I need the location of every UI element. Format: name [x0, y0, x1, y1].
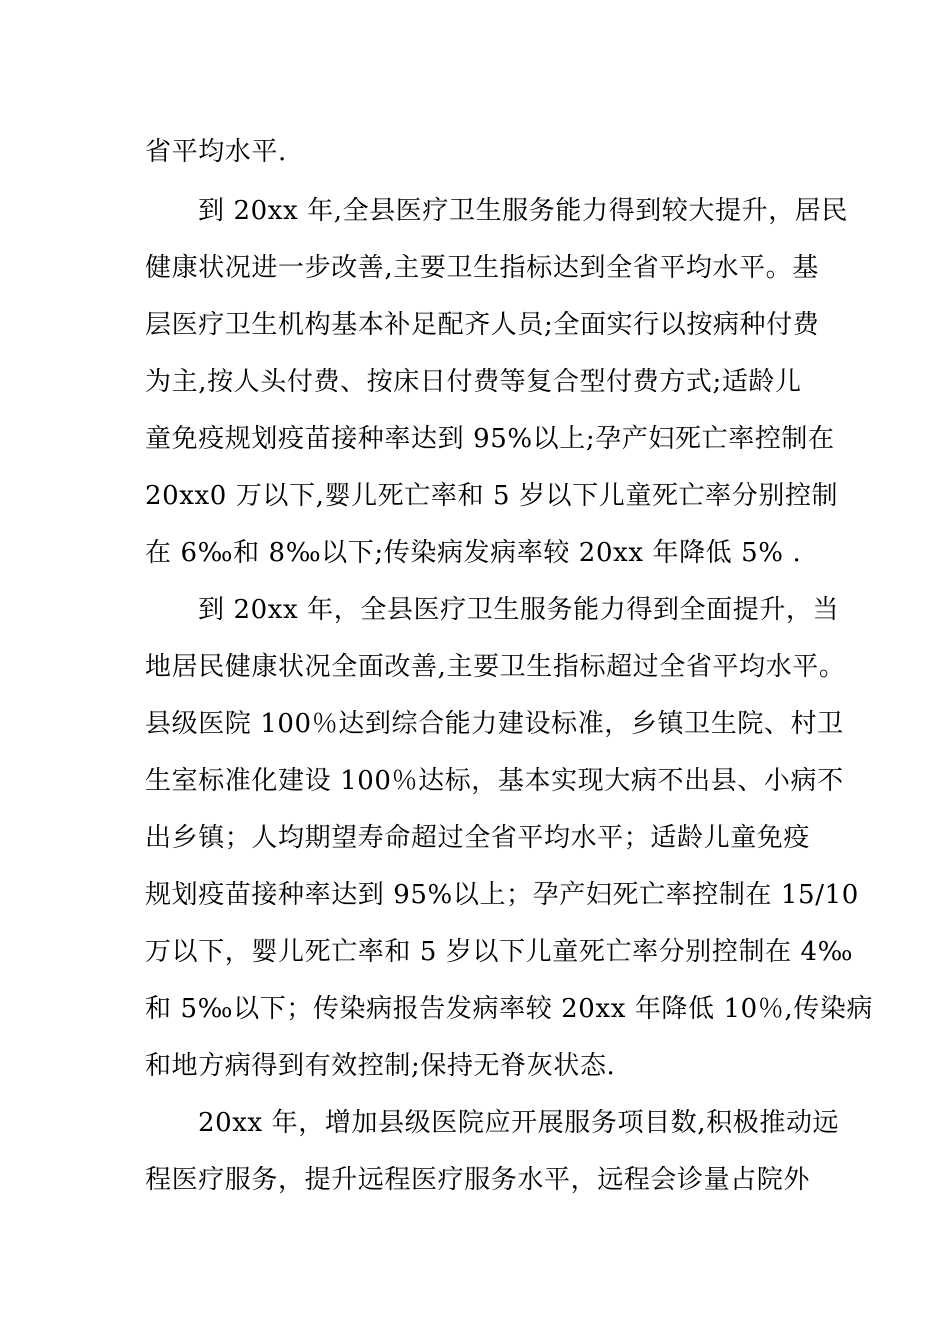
text-line: 规划疫苗接种率达到 95%以上；孕产妇死亡率控制在 15/10 — [145, 880, 859, 910]
text-line: 为主,按人头付费、按床日付费等复合型付费方式;适龄儿 — [145, 367, 802, 397]
text-line: 童免疫规划疫苗接种率达到 95%以上;孕产妇死亡率控制在 — [145, 424, 835, 454]
text-line: 在 6‰和 8‰以下;传染病发病率较 20xx 年降低 5% . — [145, 538, 802, 568]
text-line: 地居民健康状况全面改善,主要卫生指标超过全省平均水平。 — [145, 652, 846, 682]
text-line: 生室标准化建设 100％达标，基本实现大病不出县、小病不 — [145, 766, 844, 796]
text-line: 和地方病得到有效控制;保持无脊灰状态. — [145, 1051, 616, 1081]
paragraph-start-line: 到 20xx 年,全县医疗卫生服务能力得到较大提升，居民 — [198, 196, 849, 226]
text-line: 20xx0 万以下,婴儿死亡率和 5 岁以下儿童死亡率分别控制 — [145, 481, 839, 511]
text-line: 健康状况进一步改善,主要卫生指标达到全省平均水平。基 — [145, 253, 819, 283]
text-line: 万以下，婴儿死亡率和 5 岁以下儿童死亡率分别控制在 4‰ — [145, 937, 854, 967]
text-line: 省平均水平. — [145, 137, 287, 167]
text-line: 出乡镇；人均期望寿命超过全省平均水平；适龄儿童免疫 — [145, 823, 811, 853]
paragraph-start-line: 20xx 年，增加县级医院应开展服务项目数,积极推动远 — [198, 1108, 840, 1138]
text-line: 程医疗服务，提升远程医疗服务水平，远程会诊量占院外 — [145, 1165, 811, 1195]
text-line: 和 5‰以下；传染病报告发病率较 20xx 年降低 10％,传染病 — [145, 994, 874, 1024]
text-line: 县级医院 100％达到综合能力建设标准，乡镇卫生院、村卫 — [145, 709, 844, 739]
text-line: 层医疗卫生机构基本补足配齐人员;全面实行以按病种付费 — [145, 310, 820, 340]
paragraph-start-line: 到 20xx 年，全县医疗卫生服务能力得到全面提升，当 — [198, 595, 840, 625]
